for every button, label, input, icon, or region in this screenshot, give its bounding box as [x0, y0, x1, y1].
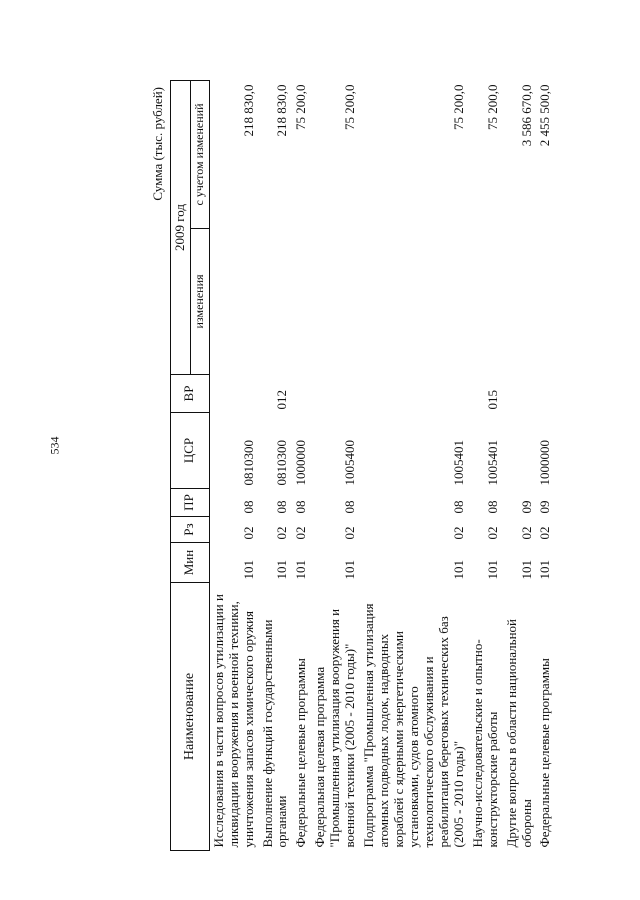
- row-min: 101: [293, 560, 309, 580]
- row-rz: 02: [484, 526, 500, 540]
- row-vr: 012: [274, 390, 290, 410]
- row-name: Подпрограмма "Промышленная утилизация атомных подводных лодок, надводных кораблей с ядерными энергетическими установками, судов атомного технологического обслуживания и реабилитация береговых технических баз (2005 - 2010 годы)": [361, 603, 466, 848]
- row-min: 101: [484, 560, 500, 580]
- row-changes: [469, 229, 503, 375]
- row-vr: [503, 375, 537, 413]
- row-rz: 02: [518, 526, 534, 540]
- row-total: 75 200,0: [342, 84, 358, 130]
- table-row: [292, 81, 311, 851]
- row-pr: 08: [293, 500, 309, 514]
- table-row: [503, 81, 537, 851]
- row-csr: 0810300: [274, 440, 290, 486]
- row-name: Научно-исследовательские и опытно-конструкторские работы: [469, 639, 500, 848]
- row-vr: [536, 375, 555, 413]
- row-name: Федеральные целевые программы: [293, 658, 309, 848]
- header-vr: ВР: [171, 375, 210, 413]
- row-pr: 08: [274, 500, 290, 514]
- row-total: 218 830,0: [240, 84, 256, 137]
- row-vr: [209, 375, 258, 413]
- budget-table: [170, 80, 555, 851]
- row-changes: [311, 229, 360, 375]
- row-min: 101: [274, 560, 290, 580]
- table-row: [209, 81, 258, 851]
- table-row: [360, 81, 469, 851]
- row-changes: [360, 229, 469, 375]
- row-changes: [259, 229, 293, 375]
- row-changes: [292, 229, 311, 375]
- row-rz: 02: [450, 526, 466, 540]
- row-rz: 02: [274, 526, 290, 540]
- header-changes: изменения: [190, 229, 209, 375]
- row-rz: 02: [240, 526, 256, 540]
- header-csr: ЦСР: [171, 413, 210, 489]
- table-row: [259, 81, 293, 851]
- row-changes: [536, 229, 555, 375]
- row-name: Федеральная целевая программа "Промышленная утилизация вооружения и военной техники (2005 - 2010 годы)": [312, 608, 358, 848]
- units-label: Сумма (тыс. рублей): [150, 87, 165, 201]
- row-pr: 08: [342, 500, 358, 514]
- row-pr: 08: [240, 500, 256, 514]
- header-min: Мин: [171, 543, 210, 583]
- row-csr: 0810300: [240, 440, 256, 486]
- row-min: 101: [537, 560, 553, 580]
- header-year: 2009 год: [171, 81, 191, 375]
- row-total: 2 455 500,0: [537, 84, 553, 147]
- row-total: 75 200,0: [450, 84, 466, 130]
- row-total: 75 200,0: [484, 84, 500, 130]
- row-total: 3 586 670,0: [518, 84, 534, 147]
- row-csr: 1000000: [293, 440, 309, 486]
- row-name: Исследования в части вопросов утилизации и ликвидации вооружения и военной техники, уничтожения запасов химического оружия: [210, 594, 256, 848]
- row-csr: 1005401: [450, 440, 466, 486]
- table-row: [469, 81, 503, 851]
- row-name: Другие вопросы в области национальной обороны: [503, 619, 534, 848]
- row-min: 101: [240, 560, 256, 580]
- header-pr: ПР: [171, 489, 210, 517]
- row-changes: [209, 229, 258, 375]
- table-body: [209, 81, 555, 851]
- row-pr: 09: [518, 500, 534, 514]
- row-pr: 08: [484, 500, 500, 514]
- row-total: 75 200,0: [293, 84, 309, 130]
- row-vr: 015: [484, 390, 500, 410]
- row-csr: 1005400: [342, 440, 358, 486]
- row-vr: [311, 375, 360, 413]
- document-page: [150, 81, 553, 851]
- table-row: [536, 81, 555, 851]
- row-min: 101: [450, 560, 466, 580]
- row-name: Федеральные целевые программы: [537, 658, 553, 848]
- row-csr: 1000000: [537, 440, 553, 486]
- row-csr: 1005401: [484, 440, 500, 486]
- row-name: Выполнение функций государственными органами: [259, 619, 290, 848]
- row-rz: 02: [293, 526, 309, 540]
- header-rz: Рз: [171, 517, 210, 543]
- header-with-changes: с учетом изменений: [190, 81, 209, 229]
- row-pr: 09: [537, 500, 553, 514]
- rotated-budget-table: [150, 81, 553, 851]
- row-total: 218 830,0: [274, 84, 290, 137]
- row-rz: 02: [342, 526, 358, 540]
- row-pr: 08: [450, 500, 466, 514]
- page-number: 534: [47, 436, 62, 455]
- row-min: 101: [342, 560, 358, 580]
- header-name: Наименование: [171, 583, 210, 851]
- row-rz: 02: [537, 526, 553, 540]
- row-vr: [360, 375, 469, 413]
- table-row: [311, 81, 360, 851]
- row-vr: [292, 375, 311, 413]
- row-min: 101: [518, 560, 534, 580]
- row-csr: [503, 413, 537, 489]
- row-changes: [503, 229, 537, 375]
